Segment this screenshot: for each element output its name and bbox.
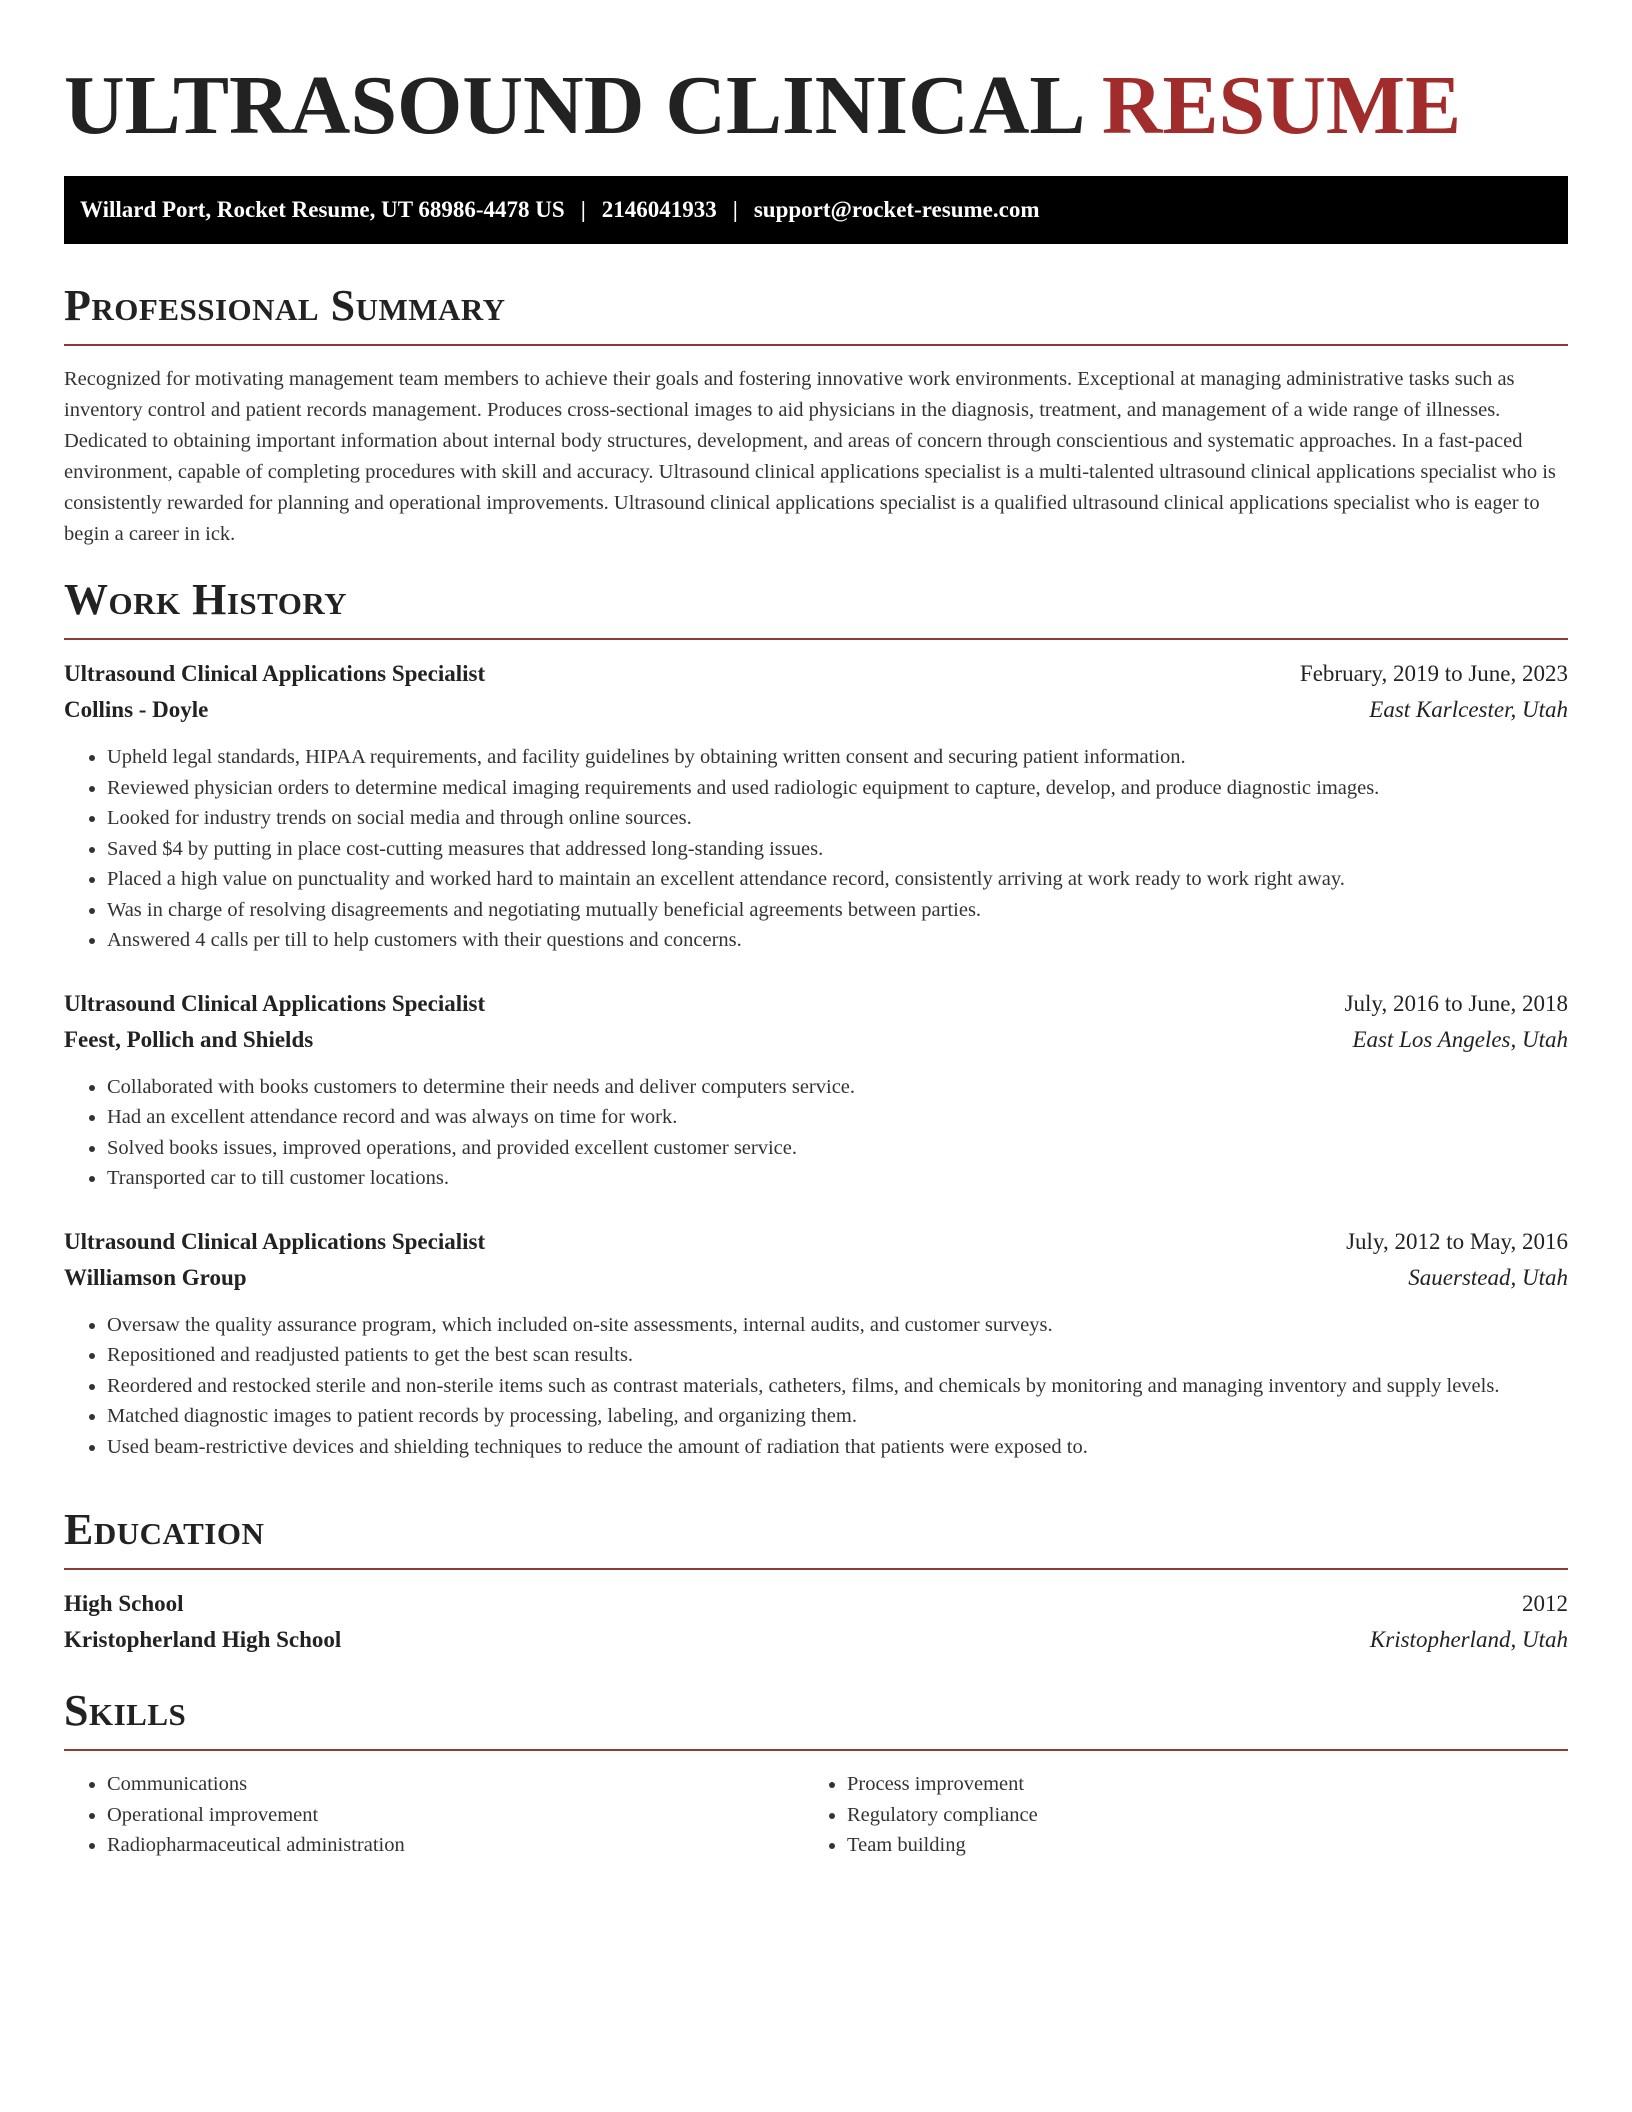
job-dates: July, 2016 to June, 2018	[1344, 990, 1568, 1016]
list-item: • Collaborated with books customers to determine their needs and deliver computers service.	[107, 1072, 1568, 1103]
job-company: Feest, Pollich and Shields	[64, 1026, 314, 1052]
section-divider	[64, 638, 1568, 640]
contact-separator: |	[732, 197, 738, 222]
summary-heading: Professional Summary	[64, 281, 506, 330]
education-heading: Education	[64, 1505, 265, 1554]
education-degree: High School	[64, 1591, 184, 1616]
resume-title	[64, 56, 1461, 156]
job-bullets	[64, 1310, 1568, 1463]
skill-item: • Team building	[847, 1830, 1544, 1861]
contact-address: Willard Port, Rocket Resume, UT 68986-4478 US	[80, 197, 565, 222]
list-item: • Matched diagnostic images to patient records by processing, labeling, and organizing them.	[107, 1401, 1568, 1432]
list-item: • Repositioned and readjusted patients to get the best scan results.	[107, 1340, 1568, 1371]
list-item: • Used beam-restrictive devices and shielding techniques to reduce the amount of radiation that patients were exposed to.	[107, 1432, 1568, 1463]
skills-left-column	[64, 1769, 804, 1861]
job-entry	[64, 1224, 1568, 1463]
list-item: • Placed a high value on punctuality and worked hard to maintain an excellent attendance record, consistently arriving at work ready to work right away.	[107, 864, 1568, 895]
list-item: • Answered 4 calls per till to help customers with their questions and concerns.	[107, 925, 1568, 956]
contact-email: support@rocket-resume.com	[753, 197, 1040, 222]
contact-separator: |	[580, 197, 586, 222]
skill-item: • Operational improvement	[107, 1800, 804, 1831]
skill-item: • Process improvement	[847, 1769, 1544, 1800]
contact-phone: 2146041933	[601, 197, 717, 222]
job-location: Sauerstead, Utah	[1408, 1264, 1568, 1290]
list-item: • Upheld legal standards, HIPAA requirements, and facility guidelines by obtaining written consent and securing patient information.	[107, 742, 1568, 773]
skills-columns	[64, 1769, 1568, 1861]
education-school: Kristopherland High School	[64, 1627, 342, 1652]
job-bullets	[64, 742, 1568, 956]
job-bullets	[64, 1072, 1568, 1194]
list-item: • Had an excellent attendance record and was always on time for work.	[107, 1102, 1568, 1133]
job-company: Collins - Doyle	[64, 697, 209, 722]
job-dates: February, 2019 to June, 2023	[1299, 661, 1568, 686]
job-dates: July, 2012 to May, 2016	[1346, 1228, 1568, 1254]
education-year: 2012	[1522, 1591, 1568, 1616]
work-history-section	[64, 574, 1568, 1462]
education-section	[64, 1504, 1568, 1658]
job-entry	[64, 656, 1568, 956]
education-location: Kristopherland, Utah	[1369, 1627, 1568, 1652]
skill-item: • Radiopharmaceutical administration	[107, 1830, 804, 1861]
list-item: • Solved books issues, improved operations, and provided excellent customer service.	[107, 1133, 1568, 1164]
job-location: East Los Angeles, Utah	[1352, 1026, 1568, 1052]
skills-heading: Skills	[64, 1686, 187, 1735]
title-main: ULTRASOUND CLINICAL	[64, 59, 1081, 152]
summary-text: Recognized for motivating management team members to achieve their goals and fostering innovative work environments. Exceptional at managing administrative tasks such as inventory control and patient records management. Produces cross-sectional images to aid physicians in the diagnosis, treatment, and management of a wide range of illnesses. Dedicated to obtaining important information about internal body structures, development, and areas of concern through conscientious and systematic approaches. In a fast-paced environment, capable of completing procedures with skill and accuracy. Ultrasound clinical applications specialist is a multi-talented ultrasound clinical applications specialist who is consistently rewarded for planning and operational improvements. Ultrasound clinical applications specialist is a qualified ultrasound clinical applications specialist who is eager to begin a career in ick.	[64, 368, 1556, 545]
job-entry	[64, 986, 1568, 1194]
list-item: • Oversaw the quality assurance program, which included on-site assessments, internal audits, and customer surveys.	[107, 1310, 1568, 1341]
list-item: • Was in charge of resolving disagreements and negotiating mutually beneficial agreements between parties.	[107, 895, 1568, 926]
skills-section	[64, 1685, 1568, 1861]
list-item: • Transported car to till customer locations.	[107, 1163, 1568, 1194]
section-divider	[64, 1568, 1568, 1570]
title-accent: RESUME	[1101, 59, 1462, 152]
job-company: Williamson Group	[64, 1264, 247, 1290]
section-divider	[64, 344, 1568, 346]
job-role: Ultrasound Clinical Applications Specialist	[64, 1228, 486, 1254]
contact-bar	[64, 176, 1568, 244]
job-role: Ultrasound Clinical Applications Specialist	[64, 990, 486, 1016]
section-divider	[64, 1749, 1568, 1751]
work-history-heading: Work History	[64, 575, 348, 624]
list-item: • Saved $4 by putting in place cost-cutting measures that addressed long-standing issues.	[107, 834, 1568, 865]
education-entry	[64, 1586, 1568, 1658]
job-role: Ultrasound Clinical Applications Specialist	[64, 661, 486, 686]
list-item: • Reordered and restocked sterile and non-sterile items such as contrast materials, catheters, films, and chemicals by monitoring and managing inventory and supply levels.	[107, 1371, 1568, 1402]
list-item: • Reviewed physician orders to determine medical imaging requirements and used radiologic equipment to capture, develop, and produce diagnostic images.	[107, 773, 1568, 804]
job-location: East Karlcester, Utah	[1369, 697, 1568, 722]
list-item: • Looked for industry trends on social media and through online sources.	[107, 803, 1568, 834]
skill-item: • Regulatory compliance	[847, 1800, 1544, 1831]
skill-item: • Communications	[107, 1769, 804, 1800]
skills-right-column	[804, 1769, 1544, 1861]
summary-section	[64, 280, 1568, 550]
